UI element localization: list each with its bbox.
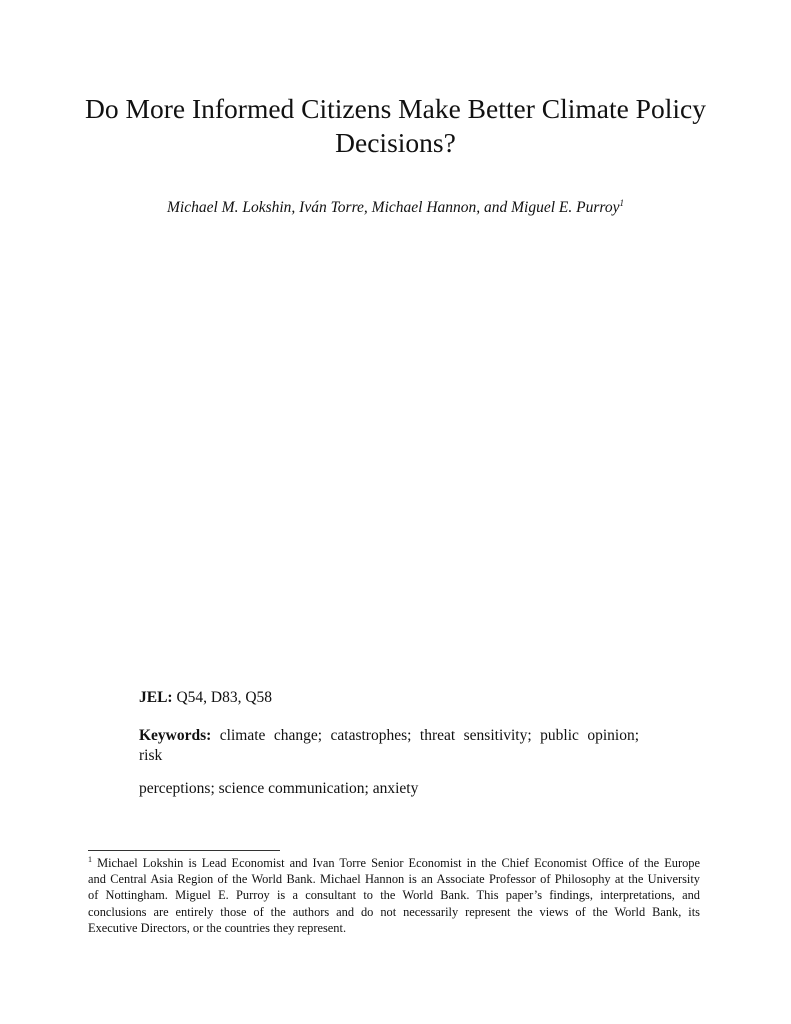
author-list (60, 198, 731, 218)
footnote (88, 855, 700, 936)
keywords-line-3: perceptions; science communication; anxiety (139, 780, 419, 797)
footnote-text-1: Michael Lokshin is Lead Economist and Ivan Torre Senior Economist in the Chief Economist Office of the Europe (97, 856, 700, 870)
keywords-label: Keywords: (139, 727, 212, 744)
footnote-separator (88, 850, 280, 851)
footnote-line-2: and Central Asia Region of the World Bank. Michael Hannon is an Associate Professor of Philosophy at the University (88, 872, 700, 887)
jel-label: JEL: (139, 689, 173, 706)
footnote-line-5: Executive Directors, or the countries they represent. (88, 920, 347, 935)
footnote-line-1 (88, 855, 700, 871)
authors-text: Michael M. Lokshin, Iván Torre, Michael Hannon, and Miguel E. Purroy (167, 199, 620, 216)
keywords-block (139, 726, 639, 799)
paper-title (60, 92, 731, 160)
keywords-text-1: climate change; catastrophes; threat sensitivity; public opinion; (219, 727, 640, 744)
keywords-line-2: risk (139, 747, 163, 764)
footnote-line-3: of Nottingham. Miguel E. Purroy is a consultant to the World Bank. This paper’s findings, interpretations, and (88, 888, 700, 903)
authors-footnote-mark: 1 (619, 197, 624, 208)
keywords-line-1 (139, 726, 639, 746)
footnote-line-4: conclusions are entirely those of the authors and do not necessarily represent the views of the World Bank, its (88, 904, 700, 919)
footnote-mark: 1 (88, 854, 92, 864)
jel-values: Q54, D83, Q58 (176, 689, 273, 706)
title-line-1: Do More Informed Citizens Make Better Climate Policy (85, 93, 706, 124)
title-line-2: Decisions? (335, 127, 456, 158)
jel-codes (139, 688, 272, 708)
